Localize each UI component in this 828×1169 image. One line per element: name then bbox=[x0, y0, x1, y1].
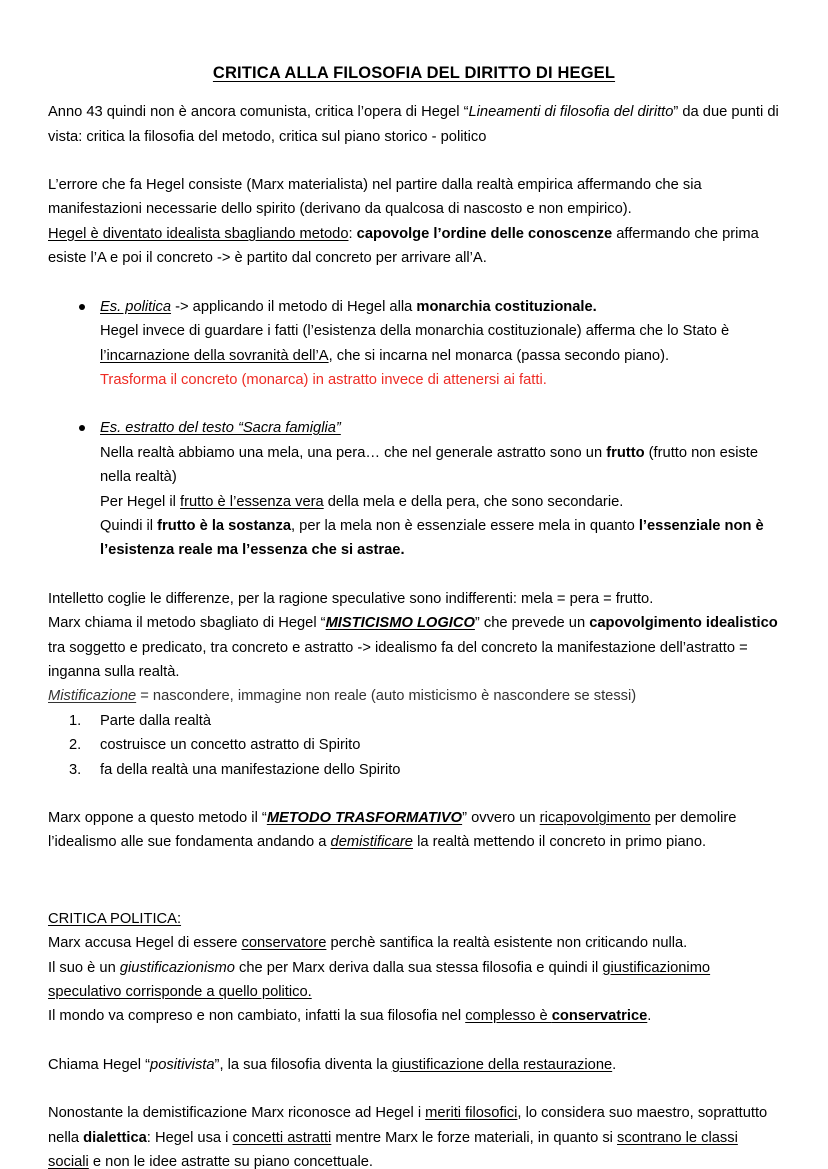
cp-l1-a: Marx accusa Hegel di essere bbox=[48, 935, 242, 952]
metodo-underline-ricapovolgimento: ricapovolgimento bbox=[539, 810, 651, 827]
list-item: Parte dalla realtà bbox=[100, 712, 212, 729]
metodo-text-c: per demolire l’idealismo alle sue fondamenta andando a bbox=[48, 810, 737, 851]
method-critique-colon: : bbox=[348, 225, 357, 242]
cp-l2-italic-giustificazionismo: giustificazionismo bbox=[119, 959, 235, 976]
critica-politica-heading bbox=[48, 907, 780, 931]
concl-underline-concetti: concetti astratti bbox=[232, 1129, 332, 1146]
example-sacra-body-b: (frutto non esiste nella realtà) bbox=[100, 444, 759, 486]
steps-list bbox=[48, 709, 780, 782]
example-politica-body-b: , che si incarna nel monarca (passa secondo piano). bbox=[328, 347, 670, 364]
mistificazione-line bbox=[48, 684, 780, 708]
cp-l3-bold-conservatrice: conservatrice bbox=[551, 1008, 648, 1025]
example-sacra-line3-bold-2: l’essenziale non è l’esistenza reale ma l’essenza che si astrae. bbox=[100, 517, 764, 559]
example-sacra-body-a: Nella realtà abbiamo una mela, una pera… che nel generale astratto sono un bbox=[100, 444, 607, 461]
concl-underline-classi: scontrano le classi sociali bbox=[48, 1129, 738, 1169]
positivista-underline-phrase: giustificazione della restaurazione bbox=[391, 1056, 613, 1073]
spacer bbox=[48, 855, 780, 907]
example-sacra-line3-bold-1: frutto è la sostanza bbox=[157, 517, 292, 534]
misticismo-text-c: tra soggetto e predicato, tra concreto e astratto -> idealismo fa del concreto la manifestazione dell’astratto = inganna sulla realtà. bbox=[48, 639, 748, 680]
method-critique-tail: affermando che prima esiste l’A e poi il concreto -> è partito dal concreto per arrivare all’A. bbox=[48, 225, 759, 267]
document-body bbox=[48, 62, 780, 1169]
positivista-c: . bbox=[612, 1056, 617, 1073]
cp-l2-underline-clause: giustificazionimo speculativo corrisponde a quello politico. bbox=[48, 959, 711, 1001]
example-sacra-line3-a: Quindi il bbox=[100, 517, 158, 534]
metodo-text-d: la realtà mettendo il concreto in primo piano. bbox=[412, 834, 707, 851]
intro-work-title: Lineamenti di filosofia del diritto bbox=[468, 104, 674, 121]
cp-l2-a: Il suo è un bbox=[48, 959, 120, 976]
example-politica-heading-rest: -> applicando il metodo di Hegel alla bbox=[171, 298, 417, 315]
example-politica-body-underline: l’incarnazione della sovranità dell’A bbox=[100, 347, 329, 364]
page-title: CRITICA ALLA FILOSOFIA DEL DIRITTO DI HEGEL bbox=[212, 64, 616, 82]
example-sacra-line2-underline: frutto è l’essenza vera bbox=[180, 493, 324, 510]
concl-d: mentre Marx le forze materiali, in quanto si bbox=[331, 1129, 618, 1146]
list-item bbox=[48, 416, 780, 562]
cp-l3-b: . bbox=[647, 1008, 652, 1025]
cp-l1-b: perchè santifica la realtà esistente non criticando nulla. bbox=[326, 935, 688, 952]
examples-list bbox=[48, 295, 780, 563]
positivista-a: Chiama Hegel “ bbox=[48, 1056, 151, 1073]
intro-paragraph bbox=[48, 100, 780, 149]
positivista-b: ”, la sua filosofia diventa la bbox=[214, 1056, 392, 1073]
spacer bbox=[48, 271, 780, 295]
spacer bbox=[48, 1029, 780, 1053]
mistificazione-term: Mistificazione bbox=[48, 688, 137, 705]
metodo-term: METODO TRASFORMATIVO bbox=[266, 810, 463, 827]
example-politica-body-a: Hegel invece di guardare i fatti (l’esistenza della monarchia costituzionale) afferma che lo Stato è bbox=[100, 323, 730, 340]
misticismo-line-2 bbox=[48, 611, 780, 684]
cp-l1-underline-conservatore: conservatore bbox=[241, 935, 327, 952]
example-politica-red-note: Trasforma il concreto (monarca) in astratto invece di attenersi ai fatti. bbox=[100, 371, 547, 388]
method-critique-underlined-lead: Hegel è diventato idealista sbagliando metodo bbox=[48, 225, 349, 242]
concl-a: Nonostante la demistificazione Marx riconosce ad Hegel i bbox=[48, 1105, 426, 1122]
example-sacra-bold-frutto: frutto bbox=[606, 444, 645, 461]
critica-politica-line-3 bbox=[48, 1004, 780, 1028]
critica-politica-line-2 bbox=[48, 956, 780, 1005]
metodo-text-b: ” ovvero un bbox=[462, 810, 540, 827]
example-politica-heading: Es. politica bbox=[100, 298, 172, 315]
list-item: fa della realtà una manifestazione dello Spirito bbox=[100, 761, 401, 778]
conclusione-paragraph bbox=[48, 1101, 780, 1169]
bullet-disc-icon bbox=[79, 425, 85, 431]
method-critique-bold-phrase: capovolge l’ordine delle conoscenze bbox=[356, 225, 613, 242]
intro-text-a: Anno 43 quindi non è ancora comunista, critica l’opera di Hegel “ bbox=[48, 104, 469, 121]
concl-underline-meriti: meriti filosofici bbox=[425, 1105, 518, 1122]
metodo-text-a: Marx oppone a questo metodo il “ bbox=[48, 810, 267, 827]
spacer bbox=[48, 149, 780, 173]
list-item bbox=[48, 295, 780, 393]
cp-l3-a: Il mondo va compreso e non cambiato, infatti la sua filosofia nel bbox=[48, 1008, 466, 1025]
intro-text-b: ” da due punti di vista: critica la filosofia del metodo, critica sul piano storico - politico bbox=[48, 104, 779, 145]
misticismo-line-1: Intelletto coglie le differenze, per la ragione speculative sono indifferenti: mela = pera = frutto. bbox=[48, 590, 654, 607]
bullet-disc-icon bbox=[79, 304, 85, 310]
spacer bbox=[48, 563, 780, 587]
example-sacra-line3-b: , per la mela non è essenziale essere mela in quanto bbox=[291, 517, 639, 534]
misticismo-bold-phrase: capovolgimento idealistico bbox=[589, 615, 778, 632]
example-sacra-line2-a: Per Hegel il bbox=[100, 493, 180, 510]
mistificazione-definition: = nascondere, immagine non reale (auto misticismo è nascondere se stessi) bbox=[136, 688, 637, 705]
positivista-italic-term: positivista bbox=[150, 1056, 215, 1073]
cp-l2-b: che per Marx deriva dalla sua stessa filosofia e quindi il bbox=[234, 959, 603, 976]
spacer bbox=[48, 782, 780, 806]
misticismo-text-b: ” che prevede un bbox=[474, 615, 590, 632]
cp-l3-underline-complesso: complesso è bbox=[465, 1008, 552, 1025]
misticismo-text-a: Marx chiama il metodo sbagliato di Hegel “ bbox=[48, 615, 326, 632]
critica-politica-line-1 bbox=[48, 931, 780, 955]
concl-e: e non le idee astratte su piano concettuale. bbox=[88, 1154, 373, 1169]
example-sacra-famiglia-heading: Es. estratto del testo “Sacra famiglia” bbox=[100, 420, 341, 437]
metodo-trasformativo-paragraph bbox=[48, 806, 780, 855]
list-item: costruisce un concetto astratto di Spirito bbox=[100, 737, 361, 754]
concl-bold-dialettica: dialettica bbox=[83, 1129, 147, 1146]
misticismo-term: MISTICISMO LOGICO bbox=[325, 615, 475, 632]
example-sacra-line2-b: della mela e della pera, che sono secondarie. bbox=[323, 493, 624, 510]
spacer bbox=[48, 1077, 780, 1101]
concl-c: : Hegel usa i bbox=[146, 1129, 233, 1146]
critica-politica-heading-text: CRITICA POLITICA: bbox=[48, 910, 182, 927]
concl-b: , lo considera suo maestro, soprattutto nella bbox=[48, 1105, 768, 1146]
example-politica-heading-bold: monarchia costituzionale. bbox=[416, 298, 597, 315]
method-critique-paragraph-2 bbox=[48, 222, 780, 271]
method-critique-paragraph-1: L’errore che fa Hegel consiste (Marx materialista) nel partire dalla realtà empirica affermando che sia manifestazioni necessarie dello spirito (derivano da qualcosa di nascosto e non empirico). bbox=[48, 177, 702, 218]
metodo-demistificare: demistificare bbox=[330, 834, 413, 851]
positivista-paragraph bbox=[48, 1053, 780, 1077]
